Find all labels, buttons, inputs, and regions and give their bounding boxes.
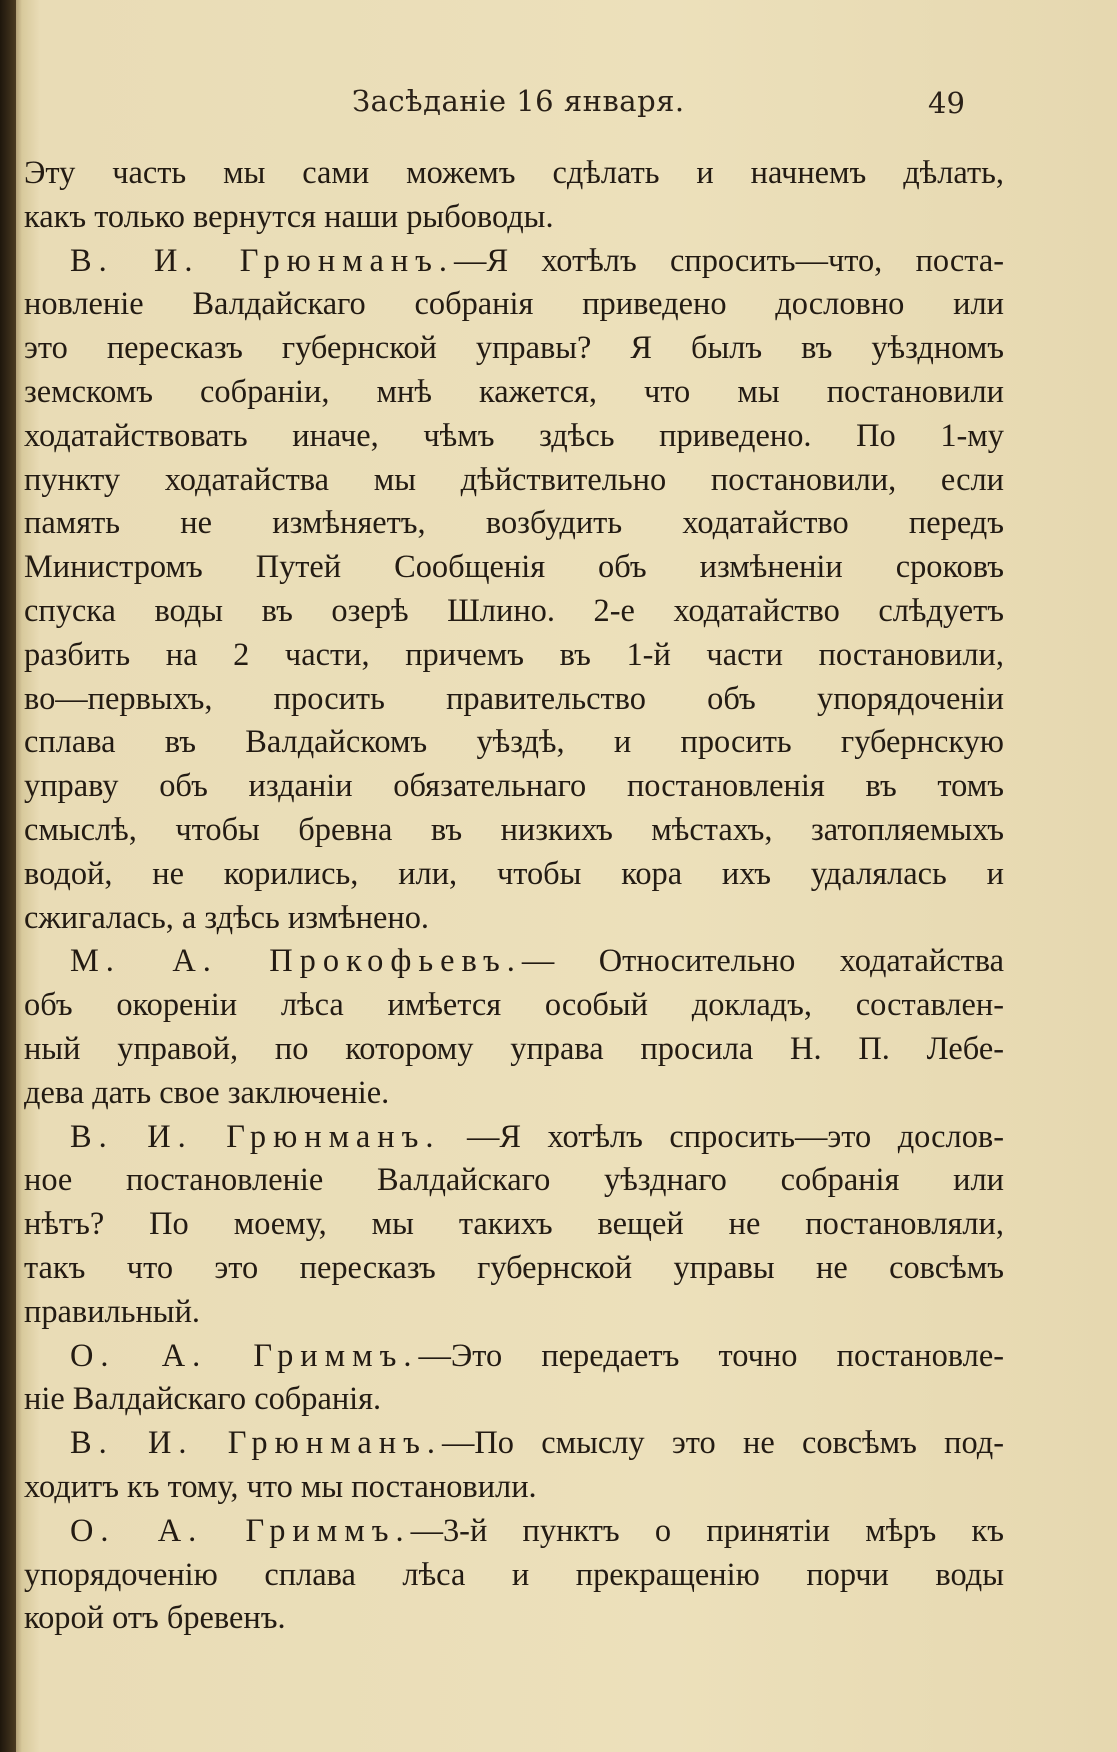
text-line: упорядоченію сплава лѣса и прекращенію порчи воды bbox=[24, 1556, 1004, 1593]
body-text bbox=[24, 152, 1004, 1641]
speaker-name: В. И. Грюнманъ. bbox=[70, 242, 455, 279]
text-line: ходитъ къ тому, что мы постановили. bbox=[24, 1468, 537, 1505]
running-title: Засѣданіе 16 января. bbox=[352, 84, 685, 118]
speaker-name: М. А. Прокофьевъ. bbox=[70, 943, 522, 980]
text-line: правильный. bbox=[24, 1293, 200, 1330]
speaker-name: О. А. Гриммъ. bbox=[70, 1512, 411, 1549]
text-line: корой отъ бревенъ. bbox=[24, 1600, 286, 1637]
text-line: это пересказъ губернской управы? Я былъ въ уѣздномъ bbox=[24, 330, 1004, 367]
text-line: управу объ изданіи обязательнаго постановленія въ томъ bbox=[24, 768, 1004, 805]
text-line: смыслѣ, чтобы бревна въ низкихъ мѣстахъ, затопляемыхъ bbox=[24, 811, 1004, 848]
text-line: память не измѣняетъ, возбудить ходатайство передъ bbox=[24, 505, 1004, 542]
speaker-name: О. А. Гриммъ. bbox=[70, 1337, 419, 1374]
text-line: земскомъ собраніи, мнѣ кажется, что мы постановили bbox=[24, 373, 1004, 410]
speaker-name: В. И. Грюнманъ. bbox=[70, 1118, 441, 1155]
text-line: такъ что это пересказъ губернской управы не совсѣмъ bbox=[24, 1249, 1004, 1286]
text-line: объ окореніи лѣса имѣется особый докладъ, составлен- bbox=[24, 987, 1004, 1024]
speech-line: О. А. Гриммъ.—3-й пунктъ о принятіи мѣръ къ bbox=[70, 1512, 1004, 1549]
text-line: пункту ходатайства мы дѣйствительно постановили, если bbox=[24, 461, 1004, 498]
text-line: водой, не корились, или, чтобы кора ихъ удалялась и bbox=[24, 855, 1004, 892]
text-line: Министромъ Путей Сообщенія объ измѣненіи сроковъ bbox=[24, 549, 1004, 586]
text-line: ніе Валдайскаго собранія. bbox=[24, 1381, 382, 1418]
text-line: нѣтъ? По моему, мы такихъ вещей не постановляли, bbox=[24, 1206, 1004, 1243]
speech-line: М. А. Прокофьевъ.— Относительно ходатайства bbox=[70, 943, 1005, 980]
text-line: дева дать свое заключеніе. bbox=[24, 1074, 390, 1111]
page-number: 49 bbox=[928, 86, 965, 120]
book-spine bbox=[0, 0, 16, 1752]
speech-line: О. А. Гриммъ.—Это передаетъ точно постановле- bbox=[70, 1337, 1004, 1374]
text-line: сплава въ Валдайскомъ уѣздѣ, и просить губернскую bbox=[24, 724, 1004, 761]
text-line: ное постановленіе Валдайскаго уѣзднаго собранія или bbox=[24, 1162, 1004, 1199]
speech-line: В. И. Грюнманъ. —Я хотѣлъ спросить—это дослов- bbox=[70, 1118, 1004, 1155]
text-line: разбить на 2 части, причемъ въ 1-й части постановили, bbox=[24, 636, 1004, 673]
text-line: новленіе Валдайскаго собранія приведено дословно или bbox=[24, 286, 1004, 323]
speech-line: В. И. Грюнманъ.—По смыслу это не совсѣмъ под- bbox=[70, 1425, 1004, 1462]
text-line: спуска воды въ озерѣ Шлино. 2-е ходатайство слѣдуетъ bbox=[24, 592, 1004, 629]
speech-line: В. И. Грюнманъ.—Я хотѣлъ спросить—что, поста- bbox=[70, 242, 1004, 279]
speaker-name: В. И. Грюнманъ. bbox=[70, 1425, 442, 1462]
text-line: Эту часть мы сами можемъ сдѣлать и начнемъ дѣлать, bbox=[24, 155, 1004, 191]
text-line: во—первыхъ, просить правительство объ упорядоченіи bbox=[24, 680, 1004, 717]
text-line: какъ только вернутся наши рыбоводы. bbox=[24, 198, 554, 235]
text-line: ный управой, по которому управа просила Н. П. Лебе- bbox=[24, 1030, 1004, 1067]
text-line: ходатайствовать иначе, чѣмъ здѣсь приведено. По 1-му bbox=[24, 417, 1004, 454]
text-line: сжигалась, а здѣсь измѣнено. bbox=[24, 899, 430, 936]
page-header bbox=[0, 84, 1117, 128]
